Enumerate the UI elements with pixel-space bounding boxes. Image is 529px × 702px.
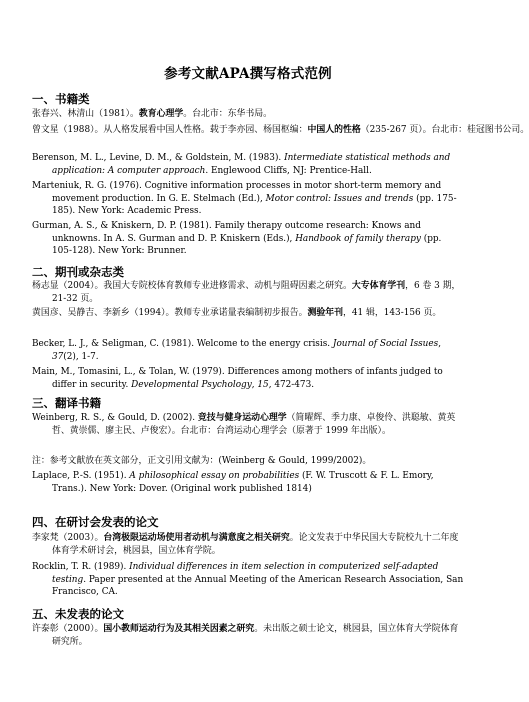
reference-conference-1: 李家梵（2003）。台湾极限运动场使用者动机与满意度之相关研究。论文发表于中华民国大专院校九十二年度体育学术研讨会，桃园县，国立体育学院。	[32, 533, 459, 556]
reference-journals-4: Main, M., Tomasini, L., & Tolan, W. (1979). Differences among mothers of infants judged to differ in security. Developmental Psychology, 15, 472-473.	[32, 367, 443, 390]
reference-books-3: Berenson, M. L., Levine, D. M., & Goldstein, M. (1983). Intermediate statistical methods and application: A computer approach. Englewood Cliffs, NJ: Prentice-Hall.	[32, 153, 451, 176]
reference-journals-1: 杨志显（2004）。我国大专院校体育教师专业进修需求、动机与阻碍因素之研究。大专体育学刊，6 卷 3 期，21-32 页。	[32, 281, 461, 304]
reference-conference-2: Rocklin, T. R. (1989). Individual differences in item selection in computerized self-adapted testing. Paper presented at the Annual Meeting of the American Research Association, San Francisco, CA.	[32, 562, 464, 598]
reference-journals-3: Becker, L. J., & Seligman, C. (1981). Welcome to the energy crisis. Journal of Social Issues, 37(2), 1-7.	[32, 339, 442, 362]
reference-books-2: 曾文星（1988）。从人格发展看中国人性格。载于李亦园、杨国枢编：中国人的性格（235-267 页）。台北市：桂冠图书公司。	[32, 125, 529, 135]
translated-note: 注：参考文献放在英文部分，正文引用文献为：(Weinberg & Gould, 1999/2002)。	[32, 456, 372, 466]
heading-translated: 三、翻译书籍	[32, 396, 101, 410]
heading-books: 一、书籍类	[32, 92, 90, 106]
reference-translated-1: Weinberg, R. S., & Gould, D. (2002). 竞技与健身运动心理学（简曜辉、季力康、卓俊伶、洪聪敏、黄英哲、黄崇儒、廖主民、卢俊宏）。台北市：台湾运动心理学会（原著于 1999 年出版）。	[32, 413, 456, 436]
reference-books-5: Gurman, A. S., & Kniskern, D. P. (1981). Family therapy outcome research: Knows and unknowns. In A. S. Gurman and D. P. Kniskern (Eds.), Handbook of family therapy (pp. 105-128). New York: Brunner.	[32, 221, 442, 257]
reference-translated-2: Laplace, P.-S. (1951). A philosophical essay on probabilities (F. W. Truscott & F. L. Emory, Trans.). New York: Dover. (Original work published 1814)	[32, 471, 434, 494]
reference-unpublished-1: 许泰彰（2000）。国小教师运动行为及其相关因素之研究。未出版之硕士论文，桃园县，国立体育大学院体育研究所。	[32, 624, 459, 647]
reference-books-1: 张春兴、林清山（1981）。教育心理学。台北市：东华书局。	[32, 109, 273, 119]
reference-journals-2: 黄国彦、吴静吉、李新乡（1994）。教师专业承诺量表编制初步报告。测验年刊，41 辑，143-156 页。	[32, 308, 442, 318]
document-title: 参考文献APA撰写格式范例	[164, 66, 332, 82]
heading-journals: 二、期刊或杂志类	[32, 265, 124, 279]
heading-unpublished: 五、未发表的论文	[32, 607, 124, 621]
reference-books-4: Marteniuk, R. G. (1976). Cognitive information processes in motor short-term memory and movement production. In G. E. Stelmach (Ed.), Motor control: Issues and trends (pp. 175-185). New York: Academic Press.	[32, 181, 457, 217]
heading-conference: 四、在研讨会发表的论文	[32, 515, 159, 529]
